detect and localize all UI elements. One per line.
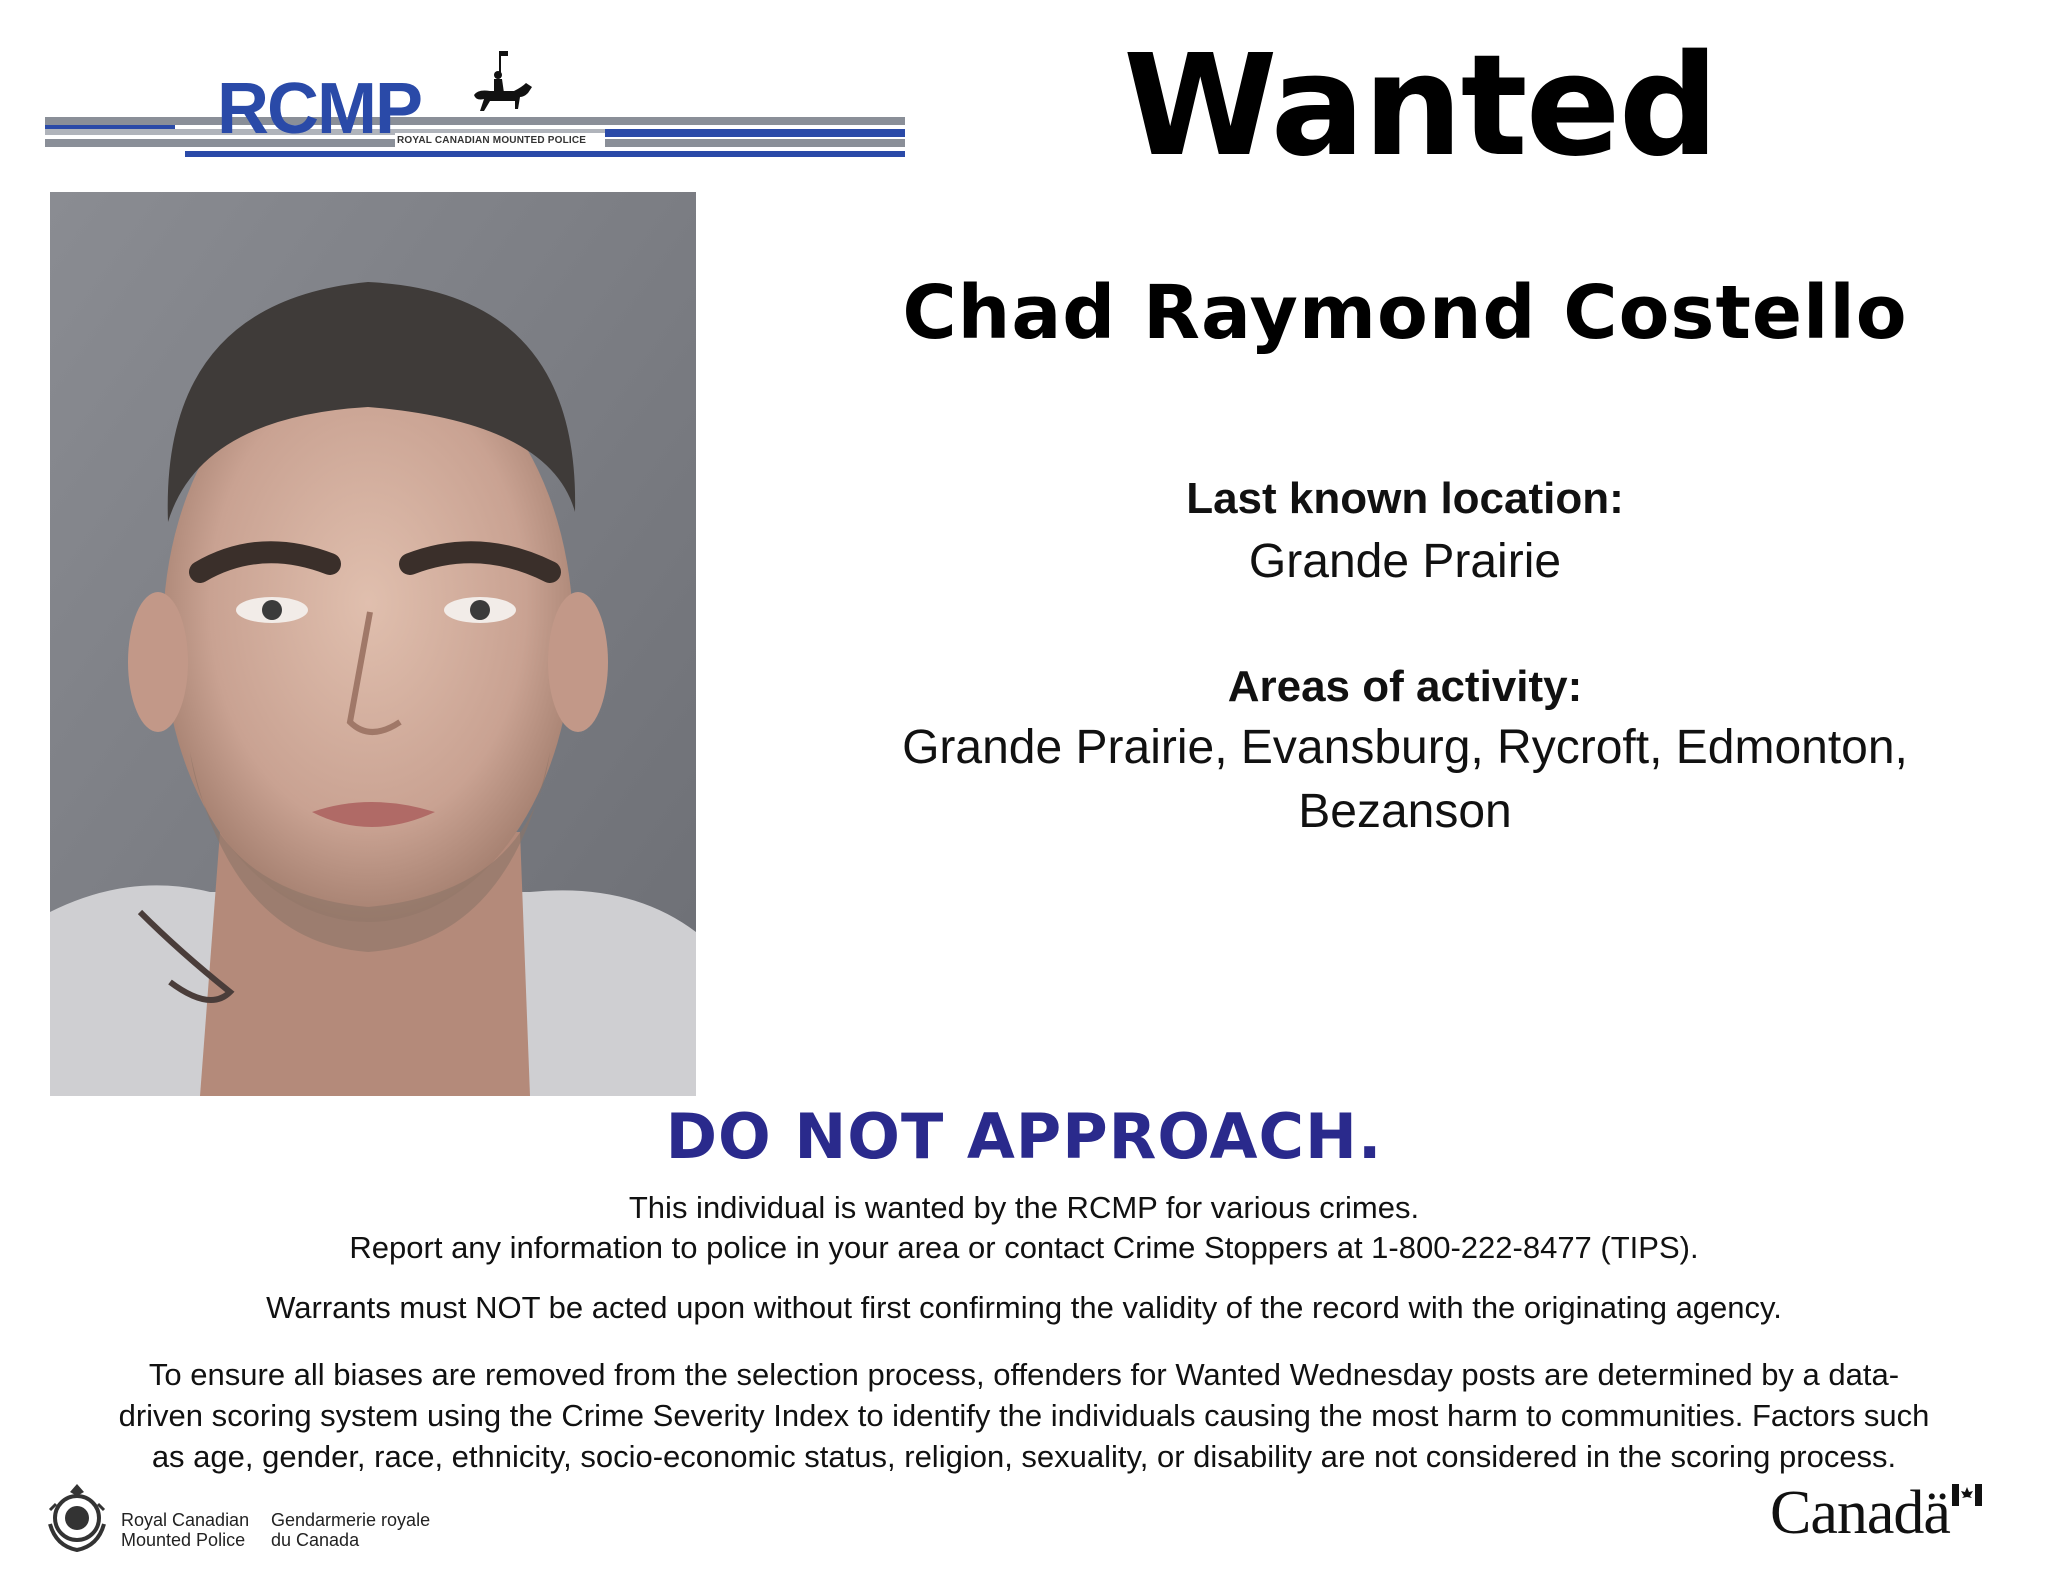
footer-agency-english: Royal Canadian Mounted Police bbox=[121, 1510, 250, 1550]
last-known-location-label: Last known location: bbox=[1186, 474, 1624, 523]
canada-wordmark: Canadä bbox=[1770, 1479, 1950, 1547]
rcmp-crest-icon bbox=[46, 1480, 108, 1552]
warning-headline: DO NOT APPROACH. bbox=[665, 1100, 1383, 1173]
bias-notice-line3: as age, gender, race, ethnicity, socio-economic status, religion, sexuality, or disability are not considered in the scoring process. bbox=[151, 1439, 1897, 1474]
areas-of-activity-line1: Grande Prairie, Evansburg, Rycroft, Edmonton, bbox=[902, 721, 1908, 774]
areas-of-activity-label: Areas of activity: bbox=[1227, 662, 1583, 711]
bias-notice-line1: To ensure all biases are removed from the selection process, offenders for Wanted Wednesday posts are determined by a data- bbox=[148, 1357, 1900, 1392]
suspect-name: Chad Raymond Costello bbox=[902, 270, 1908, 356]
rcmp-wordmark: RCMP bbox=[217, 69, 421, 149]
page-title: Wanted bbox=[1123, 25, 1717, 188]
bias-notice bbox=[40, 1354, 2008, 1477]
footer-agency-french: Gendarmerie royale du Canada bbox=[271, 1510, 431, 1550]
areas-of-activity-line2: Bezanson bbox=[1298, 785, 1512, 838]
horse-rider-icon bbox=[460, 45, 540, 125]
rcmp-subtitle: ROYAL CANADIAN MOUNTED POLICE bbox=[397, 135, 587, 146]
crime-stoppers-line: Report any information to police in your area or contact Crime Stoppers at 1-800-222-8477 (TIPS). bbox=[349, 1230, 1699, 1265]
suspect-photo bbox=[50, 192, 696, 1096]
warrant-disclaimer: Warrants must NOT be acted upon without first confirming the validity of the record with the originating agency. bbox=[266, 1290, 1782, 1325]
last-known-location-value: Grande Prairie bbox=[1248, 535, 1562, 588]
wanted-notice-line: This individual is wanted by the RCMP for various crimes. bbox=[628, 1190, 1420, 1225]
rcmp-logo-banner bbox=[45, 45, 905, 165]
bias-notice-line2: driven scoring system using the Crime Severity Index to identify the individuals causing the most harm to communities. Factors such bbox=[118, 1398, 1930, 1433]
canada-flag-icon bbox=[1952, 1484, 1982, 1506]
